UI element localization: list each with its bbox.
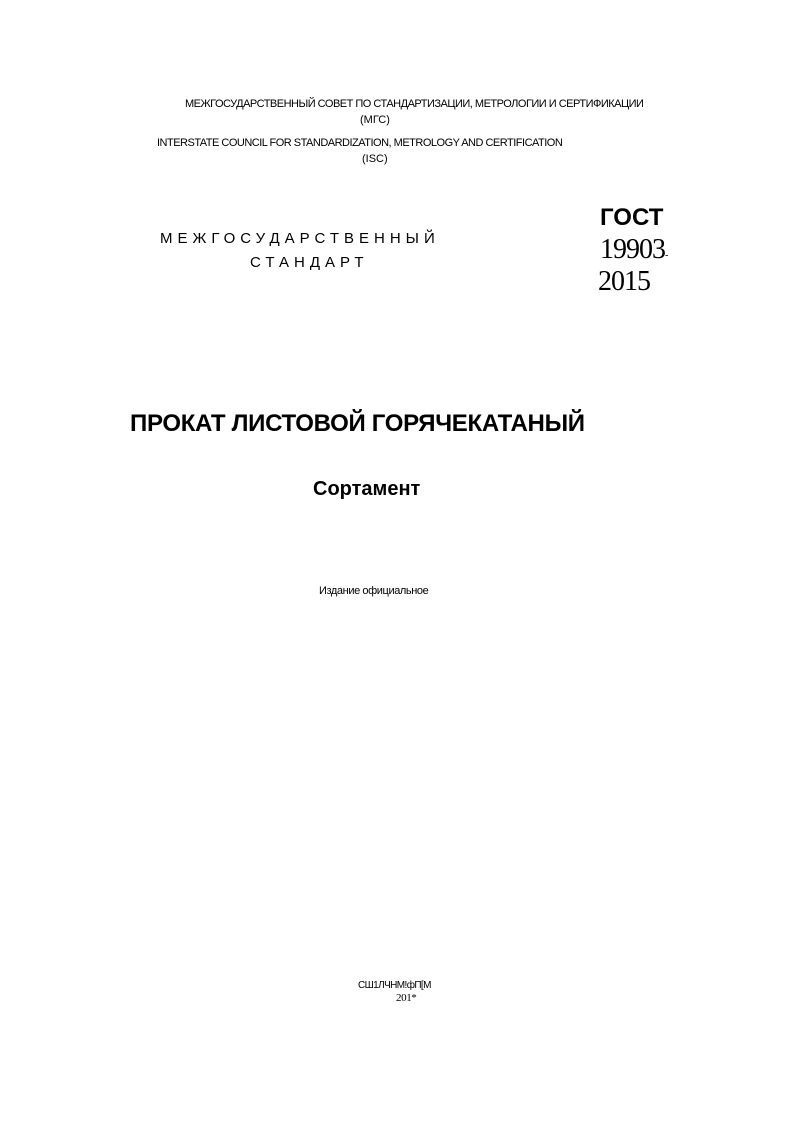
gost-number <box>600 234 667 266</box>
standard-label-line1: МЕЖГОСУДАРСТВЕННЫЙ <box>160 230 440 247</box>
document-subtitle: Сортамент <box>313 478 421 500</box>
document-title: ПРОКАТ ЛИСТОВОЙ ГОРЯЧЕКАТАНЫЙ <box>130 410 585 437</box>
council-abbr-ru: (МГС) <box>360 114 390 126</box>
gost-year: 2015 <box>598 266 650 297</box>
council-name-ru: МЕЖГОСУДАРСТВЕННЫЙ СОВЕТ ПО СТАНДАРТИЗАЦИИ, МЕТРОЛОГИИ И СЕРТИФИКАЦИИ <box>185 98 644 110</box>
gost-number-value: 19903 <box>600 234 665 265</box>
publisher-line: СШ1ЛЧНМ!фП[М <box>358 980 431 991</box>
standard-label-line2: СТАНДАРТ <box>250 254 369 271</box>
gost-word: ГОСТ <box>600 204 664 231</box>
edition-note: Издание официальное <box>319 585 429 597</box>
council-abbr-en: (ISC) <box>362 153 388 165</box>
council-name-en: INTERSTATE COUNCIL FOR STANDARDIZATION, METROLOGY AND CERTIFICATION <box>157 137 563 149</box>
gost-number-separator: - <box>665 250 668 261</box>
publication-year: 201* <box>396 992 417 1004</box>
